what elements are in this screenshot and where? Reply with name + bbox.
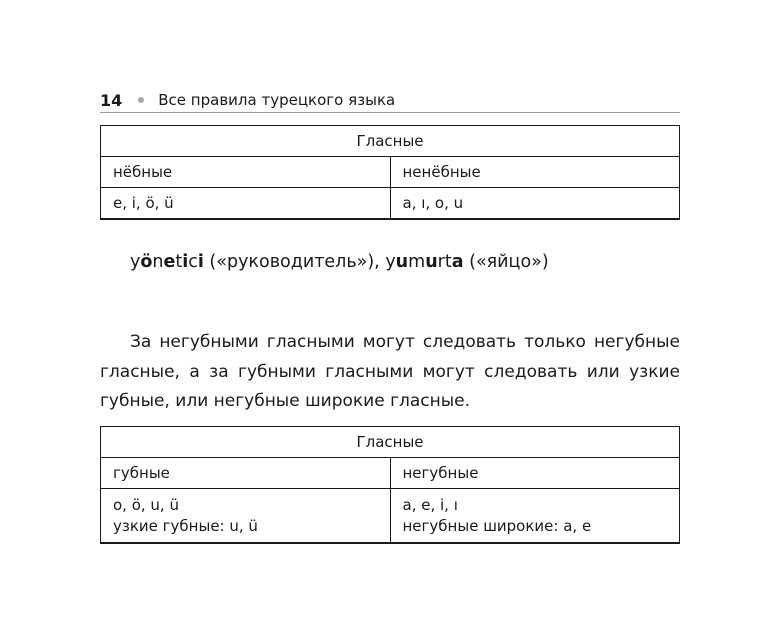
example-gloss: («яйцо») [463,252,549,272]
vowels-table-labial [100,426,680,544]
cell-line: негубные широкие: a, e [402,517,592,535]
cell-line: узкие губные: u, ü [113,517,258,535]
rule-paragraph: За негубными гласными могут следовать только негубные гласные, а за губными гласными могут следовать или узкие губные, или негубные широкие гласные. [100,332,680,411]
table-caption: Гласные [101,427,680,458]
table-header-cell: ненёбные [390,157,680,188]
example-word-yumurta: yumurta [385,252,464,272]
table-header-cell: губные [101,458,391,489]
table-header-cell: негубные [390,458,680,489]
example-gloss: («руководитель»), [203,252,386,272]
running-header [100,88,680,113]
table-cell: e, i, ö, ü [101,188,391,219]
example-words [130,252,549,272]
example-word-yonetici: yönetici [130,252,204,272]
page-number: 14 [100,90,123,110]
table-cell: a, ı, o, u [390,188,680,219]
table-cell [390,489,680,544]
table-caption: Гласные [101,126,680,157]
vowels-table-palatal [100,125,680,220]
bullet-dot-icon [138,97,144,103]
cell-line: a, e, i, ı [402,496,458,514]
table-cell [101,489,391,544]
running-title: Все правила турецкого языка [158,91,396,109]
cell-line: o, ö, u, ü [113,496,179,514]
table-header-cell: нёбные [101,157,391,188]
